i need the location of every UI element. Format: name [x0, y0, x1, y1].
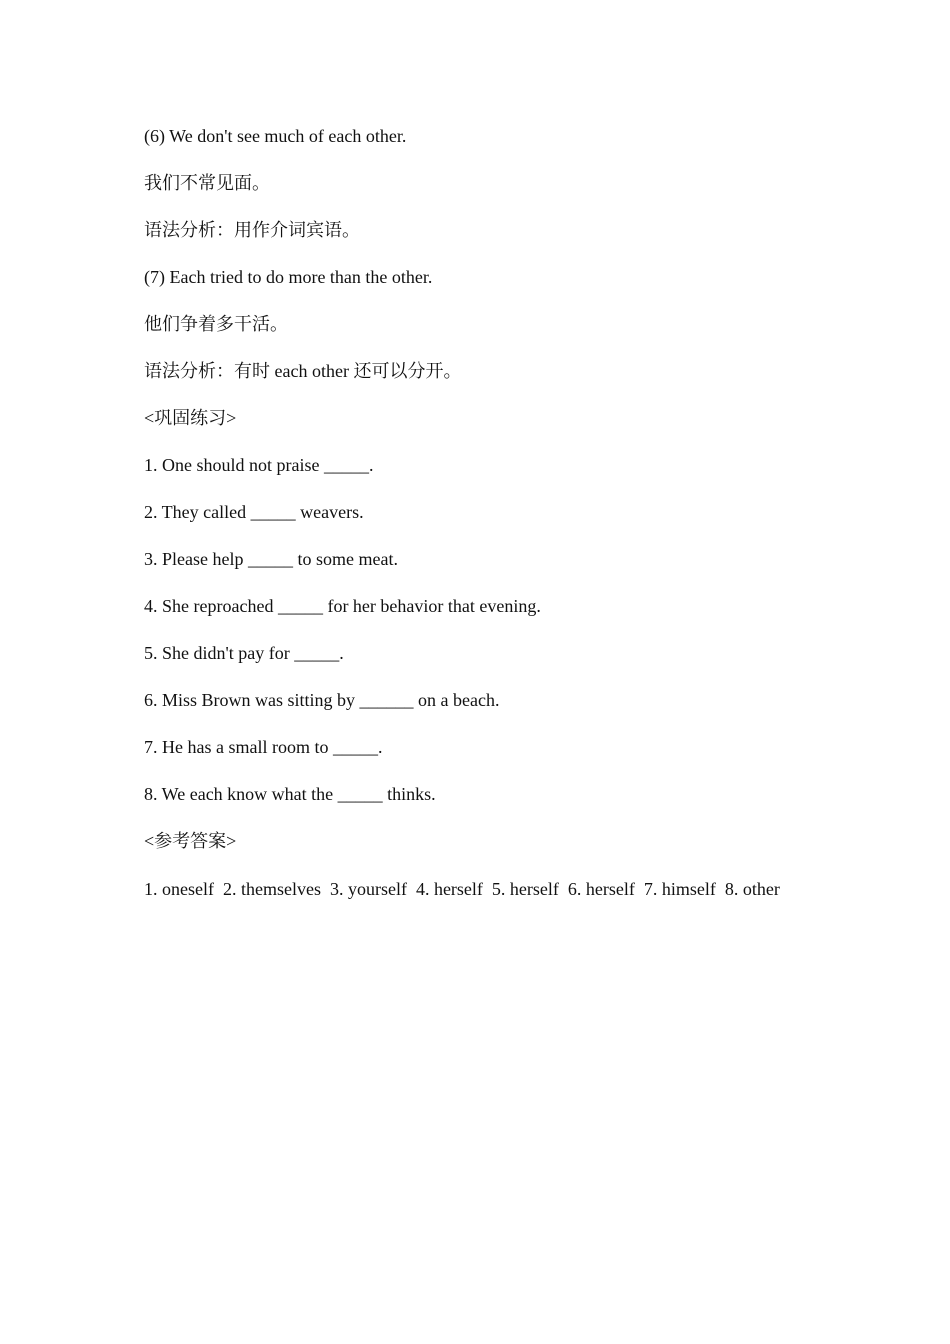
- answer-key: 1. oneself 2. themselves 3. yourself 4. herself 5. herself 6. herself 7. himself 8. other: [144, 879, 780, 899]
- example-translation-6: 我们不常见面。: [144, 173, 270, 193]
- exercise-item-5: 5. She didn't pay for _____.: [144, 643, 344, 663]
- exercise-item-2: 2. They called _____ weavers.: [144, 502, 364, 522]
- answer-heading: <参考答案>: [144, 831, 237, 851]
- example-sentence-6: (6) We don't see much of each other.: [144, 126, 407, 146]
- exercise-item-8: 8. We each know what the _____ thinks.: [144, 784, 436, 804]
- exercise-item-6: 6. Miss Brown was sitting by ______ on a beach.: [144, 690, 500, 710]
- document-page: [144, 125, 809, 902]
- exercise-item-1: 1. One should not praise _____.: [144, 455, 374, 475]
- exercise-item-3: 3. Please help _____ to some meat.: [144, 549, 398, 569]
- grammar-analysis-6: 语法分析：用作介词宾语。: [144, 220, 360, 240]
- grammar-analysis-7: 语法分析：有时 each other 还可以分开。: [144, 361, 462, 381]
- exercise-heading: <巩固练习>: [144, 408, 237, 428]
- exercise-item-7: 7. He has a small room to _____.: [144, 737, 383, 757]
- example-sentence-7: (7) Each tried to do more than the other.: [144, 267, 433, 287]
- exercise-item-4: 4. She reproached _____ for her behavior that evening.: [144, 596, 541, 616]
- example-translation-7: 他们争着多干活。: [144, 314, 288, 334]
